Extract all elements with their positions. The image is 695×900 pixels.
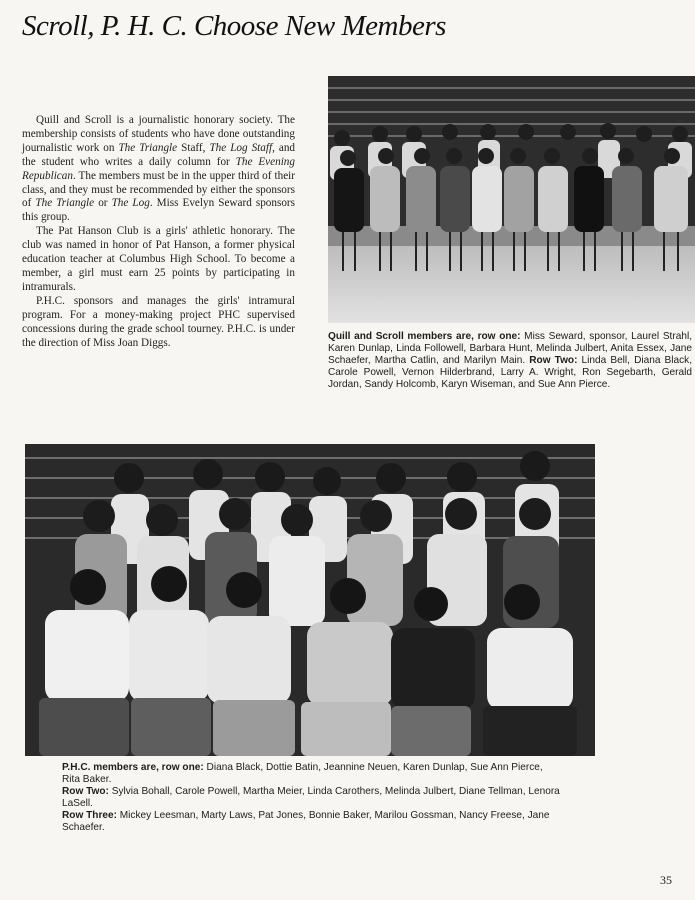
caption-row-label: Row Three: xyxy=(62,810,117,822)
page-number: 35 xyxy=(660,873,672,887)
caption-row-names: Linda Bell, Diana Black, Carole Powell, Vernon Hilderbrand, Larry A. Wright, Ron Segebarth, Gerald Jordan, Sandy Holcomb, Karyn Wiseman, and Sue Ann Pierce. xyxy=(328,355,693,391)
caption-row-names: Diana Black, Dottie Batin, Jeannine Neuen, Karen Dunlap, Sue Ann Pierce, Rita Baker. xyxy=(62,762,543,786)
caption-row-names: Miss Seward, sponsor, Laurel Strahl, Karen Dunlap, Linda Followell, Barbara Hunt, Melinda Julbert, Anita Essex, Jane Schaefer, Martha Catlin, and Marilyn Main. xyxy=(328,331,692,367)
caption-row-label: P.H.C. members are, row one: xyxy=(62,762,204,773)
caption-row-label: Row Two: xyxy=(62,786,109,798)
paragraph-phc-program: P.H.C. sponsors and manages the girls' intramural program. For a money-making project PHC supervised concessions during the grade school tourney. P.H.C. is under the direction of Miss Joan Diggs. xyxy=(22,294,295,349)
publication-title: The Evening Republican xyxy=(22,155,295,182)
publication-title: The Triangle xyxy=(35,197,95,210)
caption-row-label: Quill and Scroll members are, row one: xyxy=(328,331,521,342)
publication-title: The Log Staff xyxy=(209,141,273,154)
phc-caption xyxy=(62,762,562,835)
page-headline: Scroll, P. H. C. Choose New Members xyxy=(22,10,446,42)
paragraph-quill-scroll: Quill and Scroll is a journalistic honorary society. The membership consists of students who have done outstanding journalistic work on The Triangle Staff, The Log Staff, and the student who writes a daily column for The Evening Republican. The members must be in the upper third of their class, and they must be recommended by either the sponsors of The Triangle or The Log. Miss Evelyn Seward sponsors this group. xyxy=(22,114,296,224)
quill-scroll-group-photo xyxy=(328,76,695,323)
paragraph-pat-hanson-club: The Pat Hanson Club is a girls' athletic honorary. The club was named in honor of Pat Hanson, a former physical education teacher at Columbus High School. To become a member, a girl must earn 25 points by participating in intramurals. xyxy=(22,225,295,293)
publication-title: The Triangle xyxy=(118,141,178,154)
publication-title: The Log xyxy=(111,197,150,210)
article-body xyxy=(22,114,295,350)
quill-scroll-caption xyxy=(328,331,692,391)
caption-row-names: Mickey Leesman, Marty Laws, Pat Jones, Bonnie Baker, Marilou Gossman, Nancy Freese, Jane Schaefer. xyxy=(62,810,550,834)
caption-row-names: Sylvia Bohall, Carole Powell, Martha Meier, Linda Carothers, Melinda Julbert, Diane Tellman, Lenora LaSell. xyxy=(62,786,560,810)
caption-row-label: Row Two: xyxy=(529,355,578,367)
phc-group-photo xyxy=(25,444,595,756)
